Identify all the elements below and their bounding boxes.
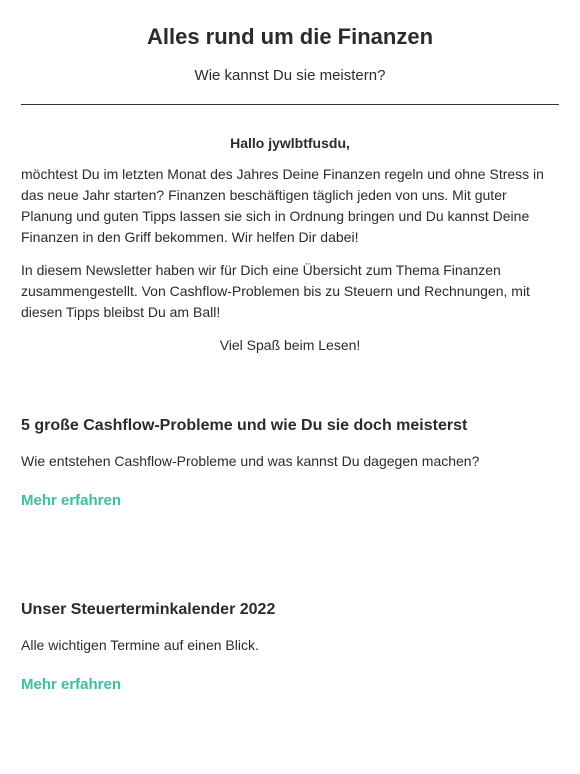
article-description: Wie entstehen Cashflow-Probleme und was kannst Du dagegen machen? — [21, 453, 480, 469]
article-title: Unser Steuerterminkalender 2022 — [21, 601, 276, 618]
intro-paragraph-1: möchtest Du im letzten Monat des Jahres Deine Finanzen regeln und ohne Stress in das neue Jahr starten? Finanzen beschäftigen täglich jeden von uns. Mit guter Planung und guten Tipps lassen sie sich in Ordnung bringen und Du kannst Deine Finanzen in den Griff bekommen. Wir helfen Dir dabei! — [21, 166, 544, 245]
newsletter-title: Alles rund um die Finanzen — [146, 24, 434, 49]
intro-paragraph-2: In diesem Newsletter haben wir für Dich eine Übersicht zum Thema Finanzen zusammengestellt. Von Cashflow-Problemen bis zu Steuern und Rechnungen, mit diesen Tipps bleibst Du am Ball! — [21, 262, 530, 320]
article-cashflow — [21, 415, 559, 511]
article-title: 5 große Cashflow-Probleme und wie Du sie doch meisterst — [21, 417, 468, 434]
more-link-cashflow[interactable]: Mehr erfahren — [21, 492, 122, 509]
greeting: Hallo jywlbtfusdu, — [230, 135, 350, 151]
header-divider — [21, 104, 559, 105]
more-link-tax-calendar[interactable]: Mehr erfahren — [21, 676, 122, 693]
article-description: Alle wichtigen Termine auf einen Blick. — [21, 637, 259, 653]
newsletter-subtitle: Wie kannst Du sie meistern? — [194, 67, 386, 84]
closing-line: Viel Spaß beim Lesen! — [219, 337, 361, 353]
article-tax-calendar — [21, 599, 559, 695]
